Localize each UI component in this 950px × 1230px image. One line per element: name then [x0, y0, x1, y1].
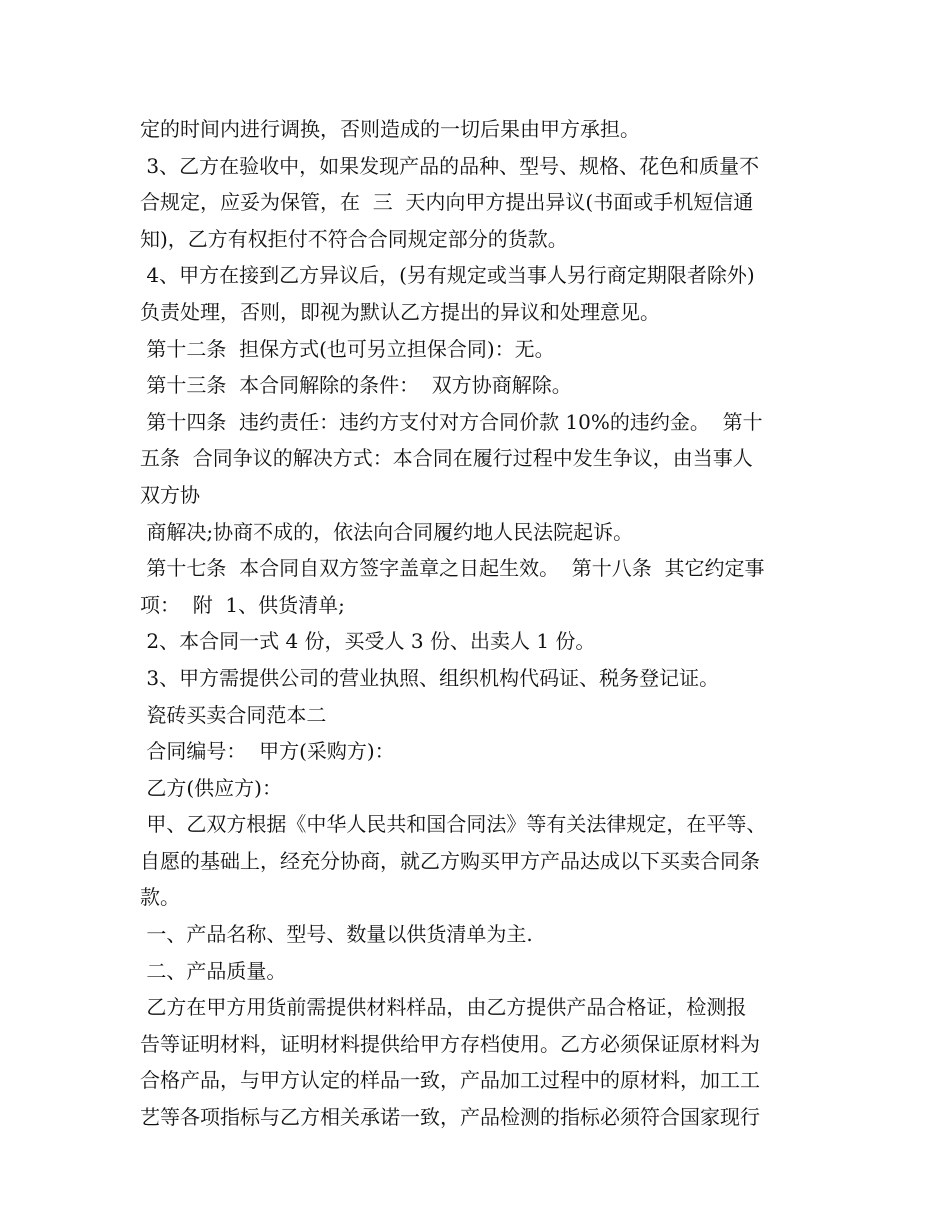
text-line: 定的时间内进行调换，否则造成的一切后果由甲方承担。 — [140, 117, 640, 141]
clause-heading: 一、产品名称、型号、数量以供货清单为主. — [140, 922, 533, 947]
text-line: 2、本合同一式 4 份，买受人 3 份、出卖人 1 份。 — [140, 629, 596, 654]
text-line: 款。 — [140, 885, 180, 910]
text-line: 双方协 — [140, 482, 200, 507]
clause-12: 第十二条 担保方式(也可另立担保合同)：无。 — [140, 336, 555, 361]
text-line: 项： 附 1、供货清单; — [140, 592, 345, 617]
clause-17: 第十七条 本合同自双方签字盖章之日起生效。 第十八条 其它约定事 — [140, 556, 765, 581]
clause-13: 第十三条 本合同解除的条件： 双方协商解除。 — [140, 373, 572, 398]
party-b-line: 乙方(供应方)： — [140, 775, 282, 800]
text-line: 4、甲方在接到乙方异议后，(另有规定或当事人另行商定期限者除外) — [140, 263, 755, 288]
text-line: 知)，乙方有权拒付不符合合同规定部分的货款。 — [140, 226, 568, 251]
text-line: 3、乙方在验收中，如果发现产品的品种、型号、规格、花色和质量不 — [140, 153, 760, 178]
text-line: 甲、乙双方根据《中华人民共和国合同法》等有关法律规定，在平等、 — [140, 812, 767, 837]
text-line: 艺等各项指标与乙方相关承诺一致，产品检测的指标必须符合国家现行 — [140, 1105, 760, 1130]
text-line: 乙方在甲方用货前需提供材料样品，由乙方提供产品合格证，检测报 — [140, 995, 747, 1020]
text-line: 合格产品，与甲方认定的样品一致，产品加工过程中的原材料，加工工 — [140, 1068, 760, 1093]
clause-14: 第十四条 违约责任：违约方支付对方合同价款 10%的违约金。 第十 — [140, 409, 763, 434]
contract-number-line: 合同编号： 甲方(采购方)： — [140, 739, 395, 764]
clause-heading: 二、产品质量。 — [140, 958, 287, 983]
contract-text — [140, 111, 830, 1136]
text-line: 负责处理，否则，即视为默认乙方提出的异议和处理意见。 — [140, 299, 660, 324]
text-line: 告等证明材料，证明材料提供给甲方存档使用。乙方必须保证原材料为 — [140, 1031, 760, 1056]
text-line: 自愿的基础上，经充分协商，就乙方购买甲方产品达成以下买卖合同条 — [140, 848, 760, 873]
text-line: 五条 合同争议的解决方式：本合同在履行过程中发生争议，由当事人 — [140, 446, 753, 471]
text-line: 商解决;协商不成的，依法向合同履约地人民法院起诉。 — [140, 519, 634, 544]
section-heading: 瓷砖买卖合同范本二 — [140, 702, 327, 727]
text-line: 合规定，应妥为保管，在 三 天内向甲方提出异议(书面或手机短信通 — [140, 190, 754, 215]
text-line: 3、甲方需提供公司的营业执照、组织机构代码证、税务登记证。 — [140, 665, 720, 690]
